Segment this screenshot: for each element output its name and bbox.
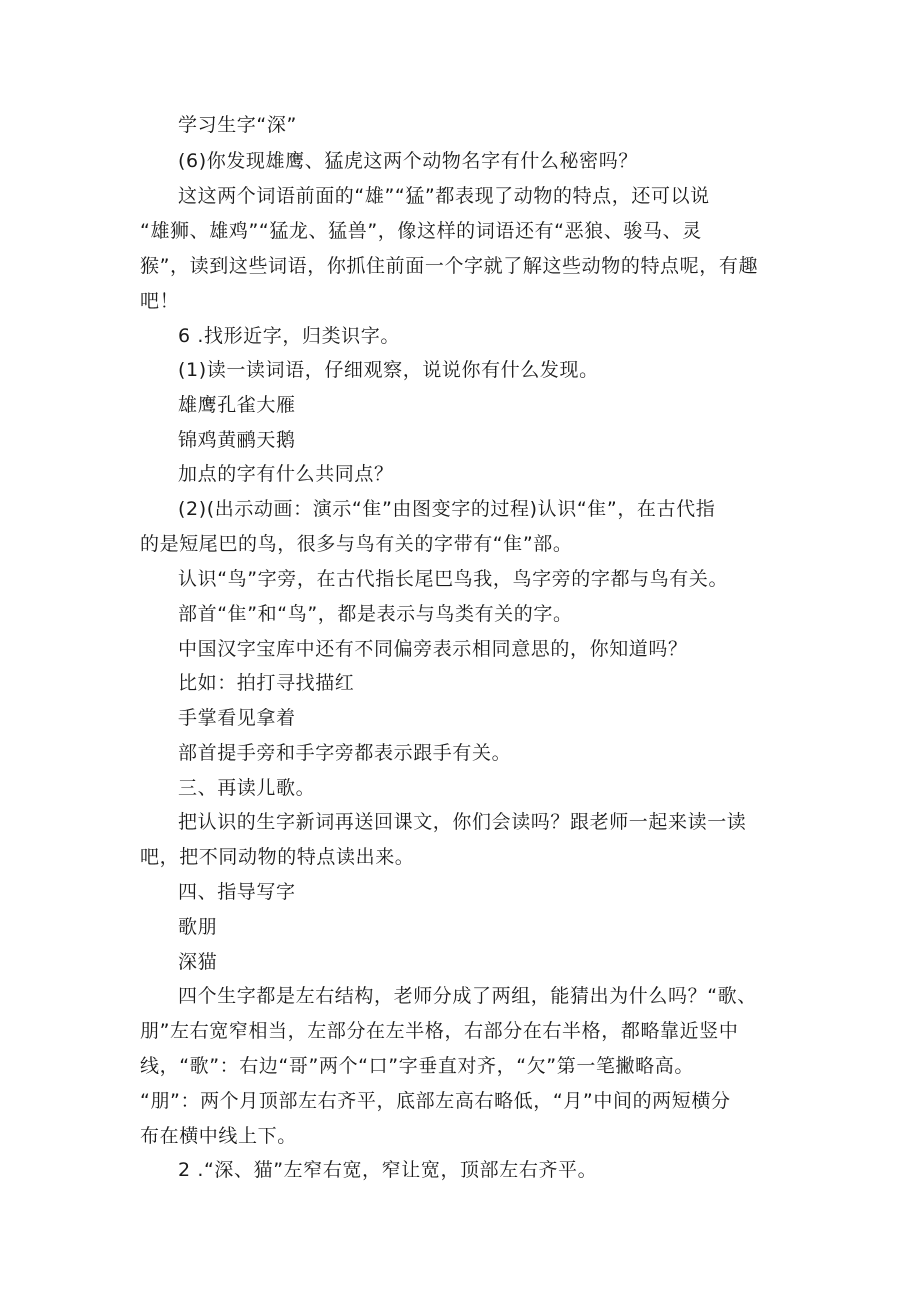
word-group: 深猫 <box>178 951 218 973</box>
text-line: 朋”左右宽窄相当，左部分在左半格，右部分在右半格，都略靠近竖中 <box>140 1020 739 1042</box>
word-group: 歌朋 <box>178 916 218 938</box>
text-line: “雄狮、雄鸡”“猛龙、猛兽”，像这样的词语还有“恶狼、骏马、灵 <box>140 220 702 242</box>
word-group: 雄鹰孔雀大雁 <box>178 394 296 416</box>
text-line: 四个生字都是左右结构，老师分成了两组，能猜出为什么吗？“歌、 <box>178 985 757 1007</box>
text-line: (2)(出示动画：演示“隹”由图变字的过程)认识“隹”，在古代指 <box>178 498 716 520</box>
text-line: 布在横中线上下。 <box>140 1125 297 1147</box>
text-line: 学习生字“深” <box>178 114 297 136</box>
text-line: 加点的字有什么共同点？ <box>178 463 394 485</box>
section-heading: 三、再读儿歌。 <box>178 777 316 799</box>
word-group: 手掌看见拿着 <box>178 707 296 729</box>
text-line: 线，“歌”：右边“哥”两个“口”字垂直对齐，“欠”第一笔撇略高。 <box>140 1055 694 1077</box>
text-line: 猴”，读到这些词语，你抓住前面一个字就了解这些动物的特点呢，有趣 <box>140 255 759 277</box>
text-line: 部首提手旁和手字旁都表示跟手有关。 <box>178 742 512 764</box>
word-group: 比如：拍打寻找描红 <box>178 672 355 694</box>
text-line: 吧，把不同动物的特点读出来。 <box>140 846 415 868</box>
section-heading: 6 .找形近字，归类识字。 <box>178 325 400 347</box>
section-heading: 四、指导写字 <box>178 881 296 903</box>
text-line: 把认识的生字新词再送回课文，你们会读吗？跟老师一起来读一读 <box>178 811 747 833</box>
word-group: 锦鸡黄鹂天鹅 <box>178 429 296 451</box>
text-line: 的是短尾巴的鸟，很多与鸟有关的字带有“隹”部。 <box>140 533 573 555</box>
text-line: 认识“鸟”字旁，在古代指长尾巴鸟我，鸟字旁的字都与鸟有关。 <box>178 568 729 590</box>
text-line: (6)你发现雄鹰、猛虎这两个动物名字有什么秘密吗？ <box>178 150 638 172</box>
text-line: 中国汉字宝库中还有不同偏旁表示相同意思的，你知道吗？ <box>178 638 688 660</box>
text-line: “朋”：两个月顶部左右齐平，底部左高右略低，“月”中间的两短横分 <box>140 1090 731 1112</box>
text-line: 这这两个词语前面的“雄”“猛”都表现了动物的特点，还可以说 <box>178 185 710 207</box>
text-line: 部首“隹”和“鸟”，都是表示与鸟类有关的字。 <box>178 603 573 625</box>
text-line: 吧！ <box>140 290 180 312</box>
section-heading: 2 .“深、猫”左窄右宽，窄让宽，顶部左右齐平。 <box>178 1159 598 1181</box>
text-line: (1)读一读词语，仔细观察，说说你有什么发现。 <box>178 359 599 381</box>
